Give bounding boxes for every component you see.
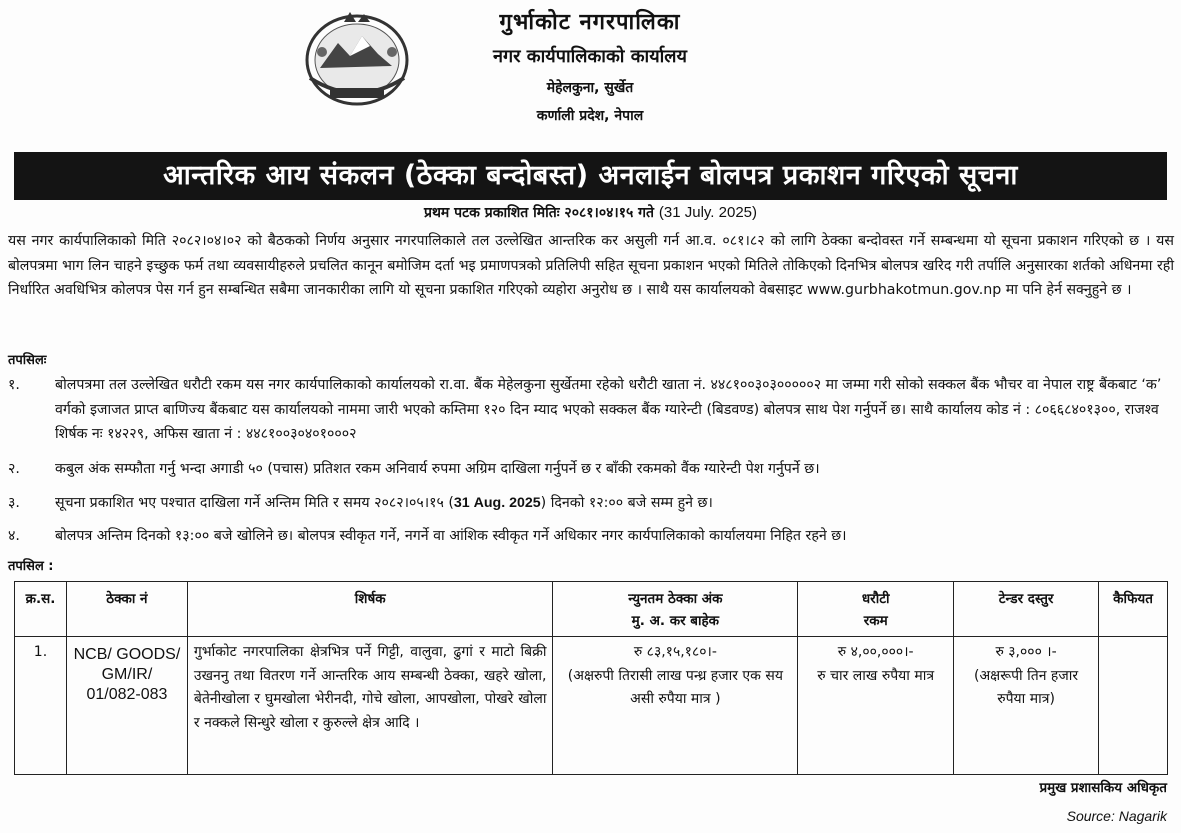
office-province: कर्णाली प्रदेश, नेपाल bbox=[536, 108, 644, 124]
detail-item-1 bbox=[8, 373, 1174, 447]
publication-date-np: प्रथम पटक प्रकाशित मितिः २०८१।०४।१५ गते bbox=[423, 205, 655, 221]
header-tender-fee: टेन्डर दस्तुर bbox=[954, 582, 1099, 637]
details-heading: तपसिलः bbox=[8, 353, 47, 368]
deadline-date-en: 31 Aug. 2025 bbox=[453, 495, 541, 511]
header-remarks: कैफियत bbox=[1099, 582, 1168, 637]
cell-tender-fee bbox=[954, 637, 1099, 775]
min-amount-value: रु ८३,१५,१८०।- bbox=[633, 644, 717, 660]
detail-text: कबुल अंक सम्फौता गर्नु भन्दा अगाडी ५० (पचास) प्रतिशत रकम अनिवार्य रुपमा अग्रिम दाखिला गर्नुपर्ने छ र बाँकी रकमको वैंक ग्यारेन्टी पेश गर्नुपर्ने छ। bbox=[55, 461, 820, 477]
cell-sn: 1. bbox=[15, 637, 67, 775]
detail-item-2 bbox=[8, 457, 1174, 482]
office-header bbox=[340, 8, 840, 128]
deposit-words: रु चार लाख रुपैया मात्र bbox=[817, 667, 935, 684]
detail-text-before: सूचना प्रकाशित भए पश्चात दाखिला गर्ने अन्तिम मिति र समय २०८२।०५।१५ ( bbox=[55, 495, 454, 511]
notice-title: आन्तरिक आय संकलन (ठेक्का बन्दोबस्त) अनलाईन बोलपत्र प्रकाशन गरिएको सूचना bbox=[14, 152, 1167, 200]
table-heading: तपसिल : bbox=[8, 559, 54, 574]
tender-fee-words: (अक्षरूपी तिन हजार रुपैया मात्र) bbox=[974, 667, 1079, 707]
table-row bbox=[15, 637, 1168, 775]
detail-text bbox=[55, 491, 1174, 516]
municipality-name: गुर्भाकोट नगरपालिका bbox=[499, 10, 681, 35]
header-sn: क्र.स. bbox=[15, 582, 67, 637]
detail-item-4 bbox=[8, 524, 1174, 549]
cell-min-amount bbox=[553, 637, 798, 775]
publication-date-en: (31 July. 2025) bbox=[658, 204, 757, 221]
source-credit: Source: Nagarik bbox=[1066, 808, 1167, 824]
header-contract-no: ठेक्का नं bbox=[66, 582, 187, 637]
table-header-row bbox=[15, 582, 1168, 637]
office-name: नगर कार्यपालिकाको कार्यालय bbox=[493, 46, 687, 67]
header-deposit-line1: धरौटी bbox=[861, 591, 890, 607]
intro-paragraph: यस नगर कार्यपालिकाको मिति २०८२।०४।०२ को बैठकको निर्णय अनुसार नगरपालिकाले तल उल्लेखित आन्तरिक कर असुली गर्न आ.व. ०८१।८२ को लागि ठेक्का बन्दोवस्त गर्ने सम्बन्धमा यो सूचना प्रकाशन गरिएको छ । यस बोलपत्रमा भाग लिन चाहने इच्छुक फर्म तथा व्यवसायीहरुले प्रचलित कानून बमोजिम दर्ता भइ प्रमाणपत्रको प्रतिलिपी सहित सूचना प्रकाशन भएको मितिले तोकिएको दिनभित्र बोलपत्र खरिद गरी तर्पालि अनुसारका शर्तको अधिनमा रही निर्धारित अवधिभित्र कोलपत्र पेस गर्न हुन सम्बन्धित सबैमा जानकारीका लागि यो सूचना प्रकाशित गरिएको व्यहोरा अनुरोध छ । साथै यस कार्यालयको वेबसाइट www.gurbhakotmun.gov.np मा पनि हेर्न सक्नुहुने छ । bbox=[8, 233, 1174, 298]
tender-fee-value: रु ३,००० ।- bbox=[995, 644, 1057, 660]
header-min-amount-line1: न्युनतम ठेक्का अंक bbox=[628, 591, 723, 607]
cell-contract-no: NCB/ GOODS/ GM/IR/ 01/082-083 bbox=[66, 637, 187, 775]
detail-number: ४. bbox=[8, 528, 20, 544]
min-amount-words: (अक्षरुपी तिरासी लाख पन्ध्र हजार एक सय असी रुपैया मात्र ) bbox=[567, 667, 783, 707]
tender-table bbox=[14, 581, 1168, 775]
detail-number: २. bbox=[8, 461, 20, 477]
detail-number: १. bbox=[8, 377, 20, 393]
signature-title: प्रमुख प्रशासकिय अधिकृत bbox=[1039, 780, 1167, 796]
header-subject: शिर्षक bbox=[187, 582, 553, 637]
detail-item-3 bbox=[8, 491, 1174, 516]
detail-text: बोलपत्र अन्तिम दिनको १३:०० बजे खोलिने छ। बोलपत्र स्वीकृत गर्ने, नगर्ने वा आंशिक स्वीकृत गर्ने अधिकार नगर कार्यपालिकाको कार्यालयमा निहित रहने छ। bbox=[55, 528, 847, 544]
detail-number: ३. bbox=[8, 495, 20, 511]
cell-deposit bbox=[798, 637, 954, 775]
detail-text: बोलपत्रमा तल उल्लेखित धरौटी रकम यस नगर कार्यपालिकाको कार्यालयको रा.वा. बैंक मेहेलकुना सुर्खेतमा रहेको धरौटी खाता नं. ४४८१००३०३०००००२ मा जम्मा गरी सोको सक्कल बैंक भौचर वा नेपाल राष्ट्र बैंकबाट ‘क’ वर्गको इजाजत प्राप्त बाणिज्य बैंकबाट यस कार्यालयको नाममा जारी भएको कम्तिमा १२० दिन म्याद भएको सक्कल बैंक ग्यारेन्टी (बिडवण्ड) बोलपत्र साथ पेश गर्नुपर्ने छ। साथै कार्यालय कोड नं : ८०६६८४०१३००, राजश्व शिर्षक नः १४२२९, अफिस खाता नं : ४४८१००३०४०१०००२ bbox=[55, 377, 1162, 442]
office-location: मेहेलकुना, सुर्खेत bbox=[546, 80, 634, 96]
header-min-amount bbox=[553, 582, 798, 637]
cell-remarks bbox=[1099, 637, 1168, 775]
detail-text-after: ) दिनको १२:०० बजे सम्म हुने छ। bbox=[540, 495, 713, 511]
deposit-value: रु ४,००,०००।- bbox=[837, 644, 914, 660]
header-deposit-line2: रकम bbox=[863, 613, 888, 629]
header-deposit bbox=[798, 582, 954, 637]
publication-date bbox=[0, 203, 1181, 223]
header-min-amount-line2: मु. अ. कर बाहेक bbox=[631, 613, 720, 629]
cell-subject: गुर्भाकोट नगरपालिका क्षेत्रभित्र पर्ने गिट्टी, वालुवा, ढुगां र माटो बिक्री उखननु तथा वितरण गर्ने आन्तरिक आय सम्बन्धी ठेक्का, खहरे खोला, बेतेनीखोला र घुमखोला भेरीनदी, गोचे खोला, आपखोला, पोखरे खोला र नक्कले सिन्धुरे खोला र कुरुल्ले क्षेत्र आदि । bbox=[187, 637, 553, 775]
